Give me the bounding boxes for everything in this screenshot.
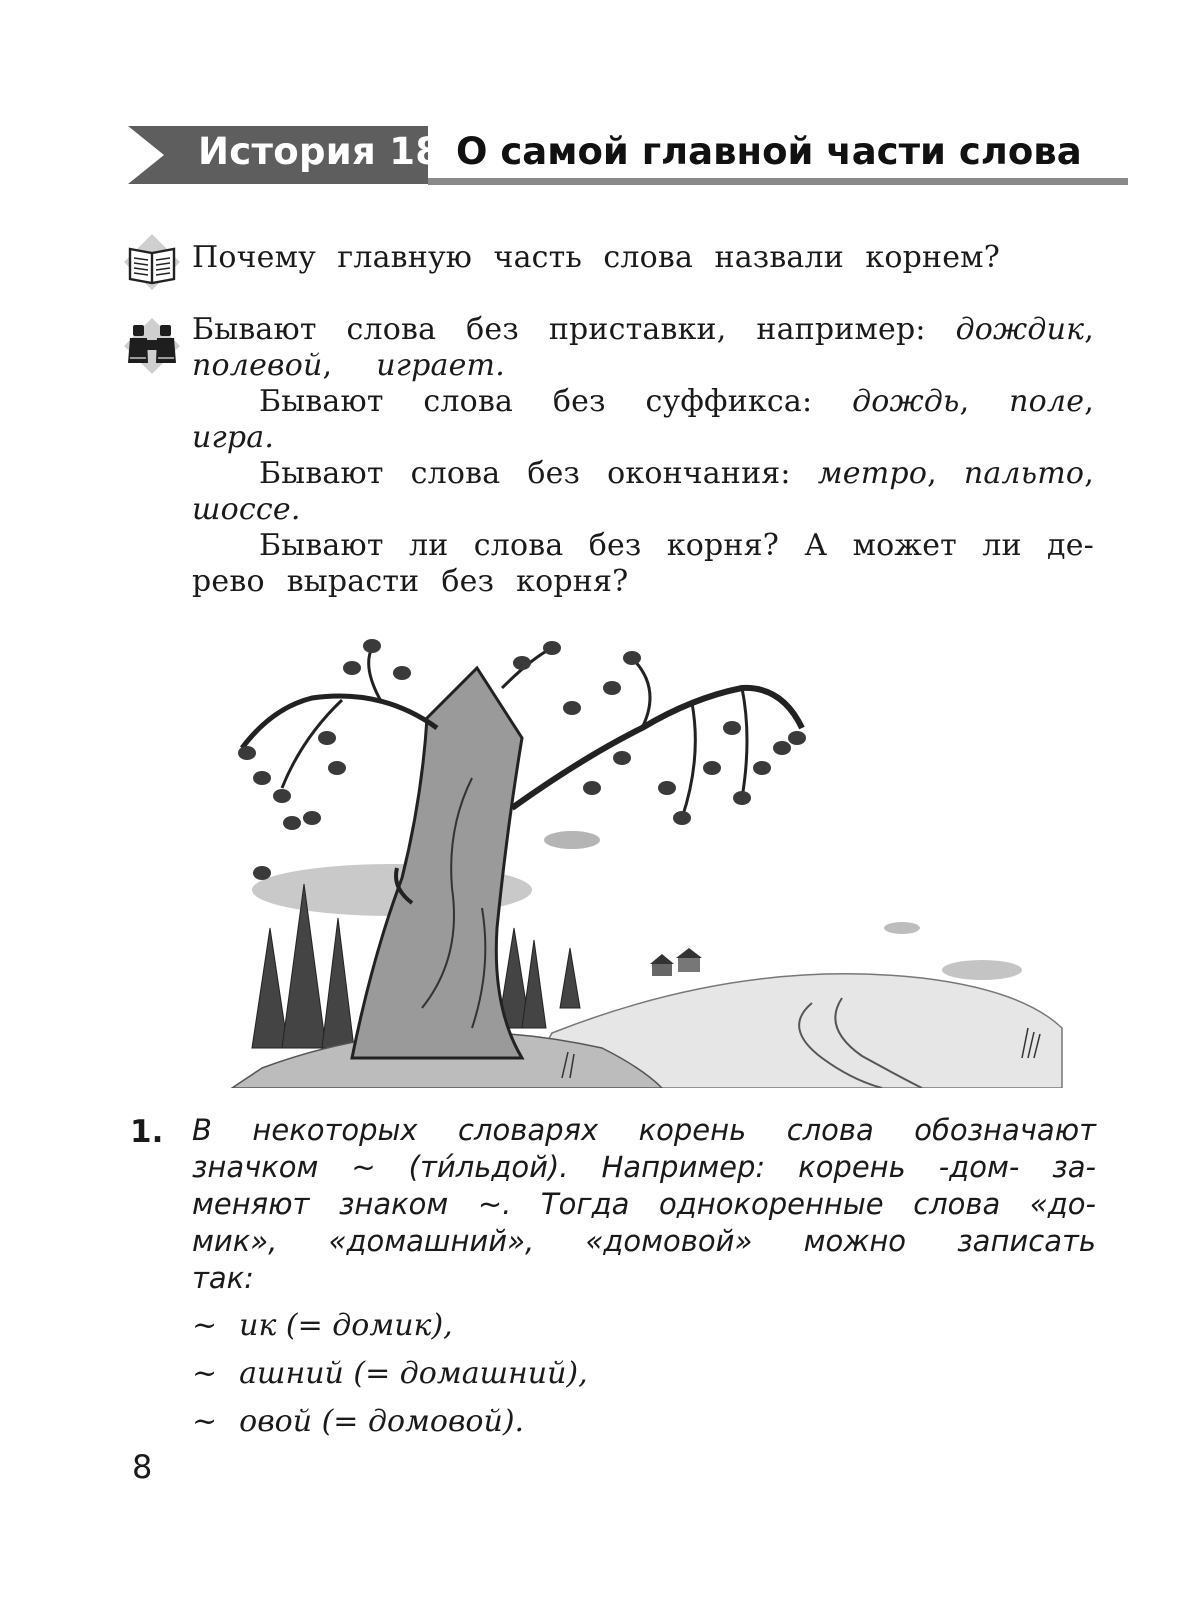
paragraph-no-prefix: Бывают слова без приставки, например: дождик, полевой, играет. [192,312,1094,383]
paragraph-no-root-question: Бывают ли слова без корня? А может ли де- рево вырасти без корня? [192,528,1094,599]
binoculars-icon [122,316,182,376]
example-domashniy: ~ ашний (= домашний), [192,1356,588,1391]
header-rule [428,178,1128,185]
example-domovoy: ~ овой (= домовой). [192,1404,525,1439]
paragraph-no-suffix: Бывают слова без суффикса: дождь, поле, игра. [192,384,1094,455]
exercise-text: В некоторых словарях корень слова обозначают значком ~ (ти́льдой). Например: корень -дом- за- меняют знаком ~. Тогда однокоренные слова «до- мик», «домашний», «домовой» можно записать так: [192,1113,1096,1295]
page-number: 8 [132,1448,153,1486]
exercise-number: 1. [130,1114,164,1150]
example-domik: ~ ик (= домик), [192,1308,453,1343]
story-title: О самой главной части слова [456,130,1082,173]
paragraph-no-ending: Бывают слова без окончания: метро, пальто, шоссе. [192,456,1094,527]
book-icon [122,232,182,292]
story-header [128,126,1128,190]
story-number: История 18 [198,130,442,173]
tree-landscape-illustration [222,628,1072,1088]
question-text: Почему главную часть слова назвали корнем? [192,240,1000,275]
